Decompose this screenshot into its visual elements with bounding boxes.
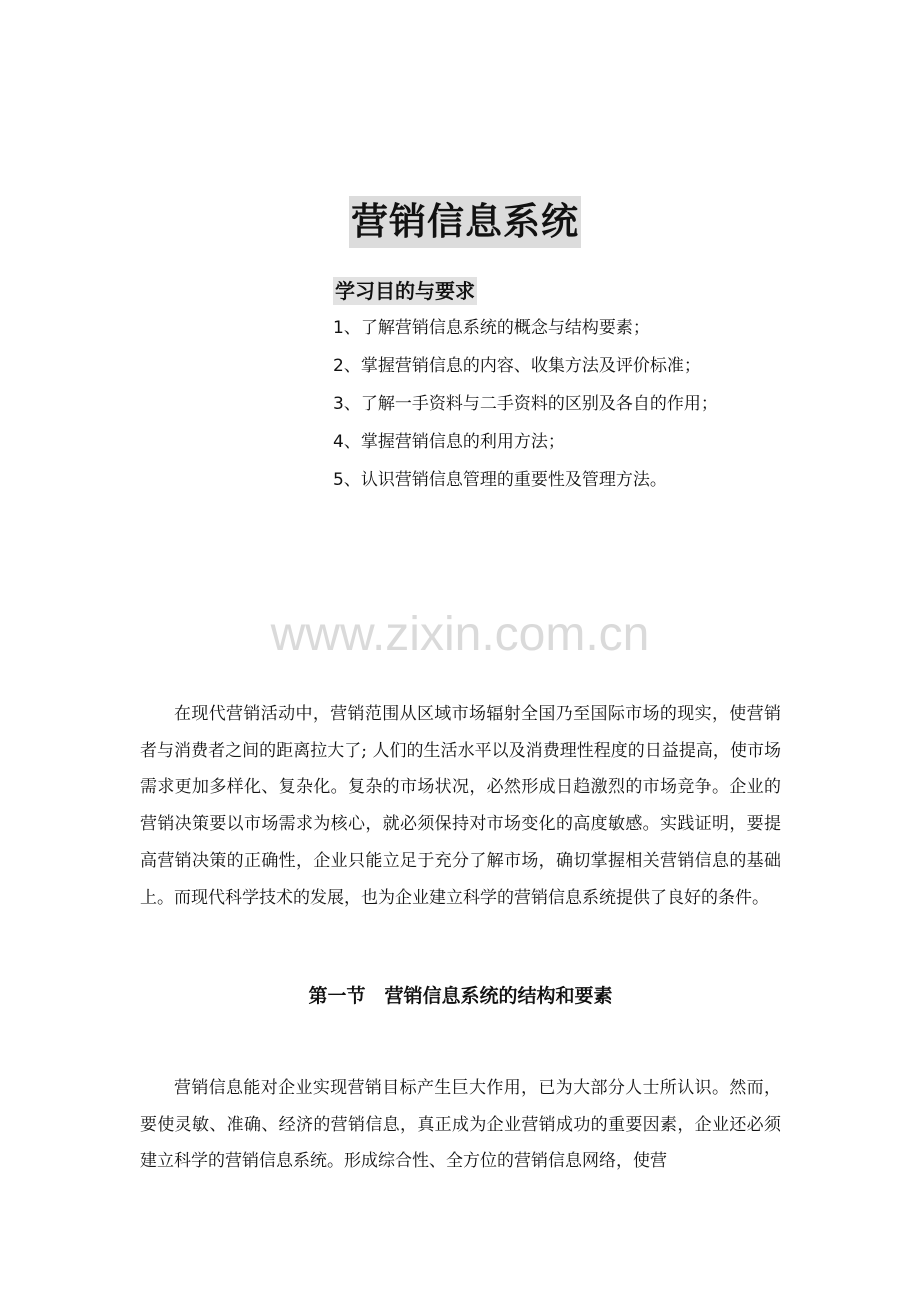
objective-item: 4、掌握营销信息的利用方法； (333, 432, 565, 452)
objective-item: 3、了解一手资料与二手资料的区别及各自的作用； (333, 394, 718, 414)
objective-item: 5、认识营销信息管理的重要性及管理方法。 (333, 470, 667, 490)
intro-paragraph: 在现代营销活动中，营销范围从区域市场辐射全国乃至国际市场的现实，使营销者与消费者之间的距离拉大了; 人们的生活水平以及消费理性程度的日益提高，使市场需求更加多样化、复杂化。复杂的市场状况，必然形成日趋激烈的市场竞争。企业的营销决策要以市场需求为核心，就必须保持对市场变化的高度敏感。实践证明，要提高营销决策的正确性，企业只能立足于充分了解市场，确切掌握相关营销信息的基础上。而现代科学技术的发展，也为企业建立科学的营销信息系统提供了良好的条件。 (140, 704, 781, 908)
section-title: 第一节 营销信息系统的结构和要素 (308, 985, 613, 1007)
objectives-list (333, 314, 718, 504)
section-paragraph: 营销信息能对企业实现营销目标产生巨大作用，已为大部分人士所认识。然而，要使灵敏、准确、经济的营销信息，真正成为企业营销成功的重要因素，企业还必须建立科学的营销信息系统。形成综合性、全方位的营销信息网络，使营 (140, 1078, 781, 1172)
objective-item: 1、了解营销信息系统的概念与结构要素； (333, 318, 650, 338)
watermark: www.zixin.com.cn (270, 608, 650, 661)
document-title: 营销信息系统 (349, 196, 581, 248)
objective-item: 2、掌握营销信息的内容、收集方法及评价标准； (333, 356, 701, 376)
objectives-heading: 学习目的与要求 (335, 279, 475, 303)
